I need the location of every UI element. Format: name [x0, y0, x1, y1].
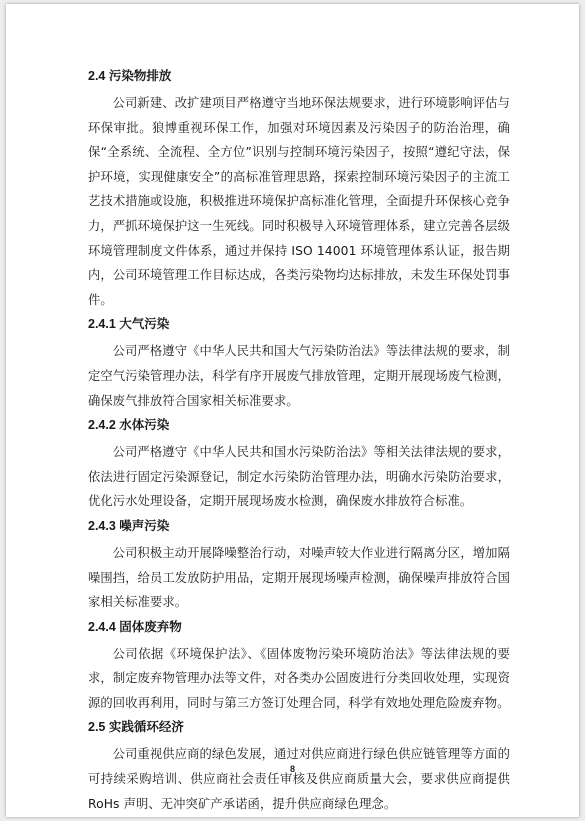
section-heading-2-4: 2.4 污染物排放: [88, 69, 172, 83]
section-heading-2-5: 2.5 实践循环经济: [88, 720, 184, 735]
section-body-2-4: 公司新建、改扩建项目严格遵守当地环保法规要求，进行环境影响评估与环保审批。狼博重视环保工作，加强对环境因素及污染因子的防治治理，确保“全系统、全流程、全方位”识别与控制环境污染因子，按照“遵纪守法，保护环境，实现健康安全”的高标准管理思路，探索控制环境污染因子的主流工艺技术措施或设施，积极推进环境保护高标准化管理，全面提升环保核心竞争力，严抓环境保护这一生死线。同时积极导入环境管理体系，建立完善各层级环境管理制度文件体系，通过并保持 ISO 14001 环境管理体系认证，报告期内，公司环境管理工作目标达成，各类污染物均达标排放，未发生环保处罚事件。: [88, 96, 510, 307]
section-body-2-4-1: 公司严格遵守《中华人民共和国大气污染防治法》等法律法规的要求，制定空气污染管理办法，科学有序开展废气排放管理，定期开展现场废气检测，确保废气排放符合国家相关标准要求。: [88, 344, 510, 408]
document-page: [6, 4, 579, 817]
section-heading-2-4-2: 2.4.2 水体污染: [88, 418, 170, 433]
section-heading-2-4-1: 2.4.1 大气污染: [88, 317, 170, 332]
section-body-2-4-3: 公司积极主动开展降噪整治行动，对噪声较大作业进行隔离分区，增加隔噪围挡，给员工发放防护用品，定期开展现场噪声检测，确保噪声排放符合国家相关标准要求。: [88, 545, 510, 610]
section-body-2-5: 公司重视供应商的绿色发展，通过对供应商进行绿色供应链管理等方面的可持续采购培训、供应商社会责任审核及供应商质量大会，要求供应商提供 RoHs 声明、无冲突矿产承诺函，提升供应商绿色理念。: [88, 747, 510, 811]
page-content: [88, 68, 510, 817]
section-heading-2-4-3: 2.4.3 噪声污染: [88, 518, 170, 533]
page-number: 8: [289, 764, 295, 774]
section-body-2-4-2: 公司严格遵守《中华人民共和国水污染防治法》等相关法律法规的要求，依法进行固定污染源登记，制定水污染防治管理办法，明确水污染防治要求，优化污水处理设备，定期开展现场废水检测，确保废水排放符合标准。: [88, 445, 510, 509]
section-body-2-4-4: 公司依据《环境保护法》、《固体废物污染环境防治法》等法律法规的要求，制定废弃物管理办法等文件，对各类办公固废进行分类回收处理，实现资源的回收再利用，同时与第三方签订处理合同，科学有效地处理危险废弃物。: [88, 646, 510, 710]
section-heading-2-4-4: 2.4.4 固体废弃物: [88, 619, 182, 634]
